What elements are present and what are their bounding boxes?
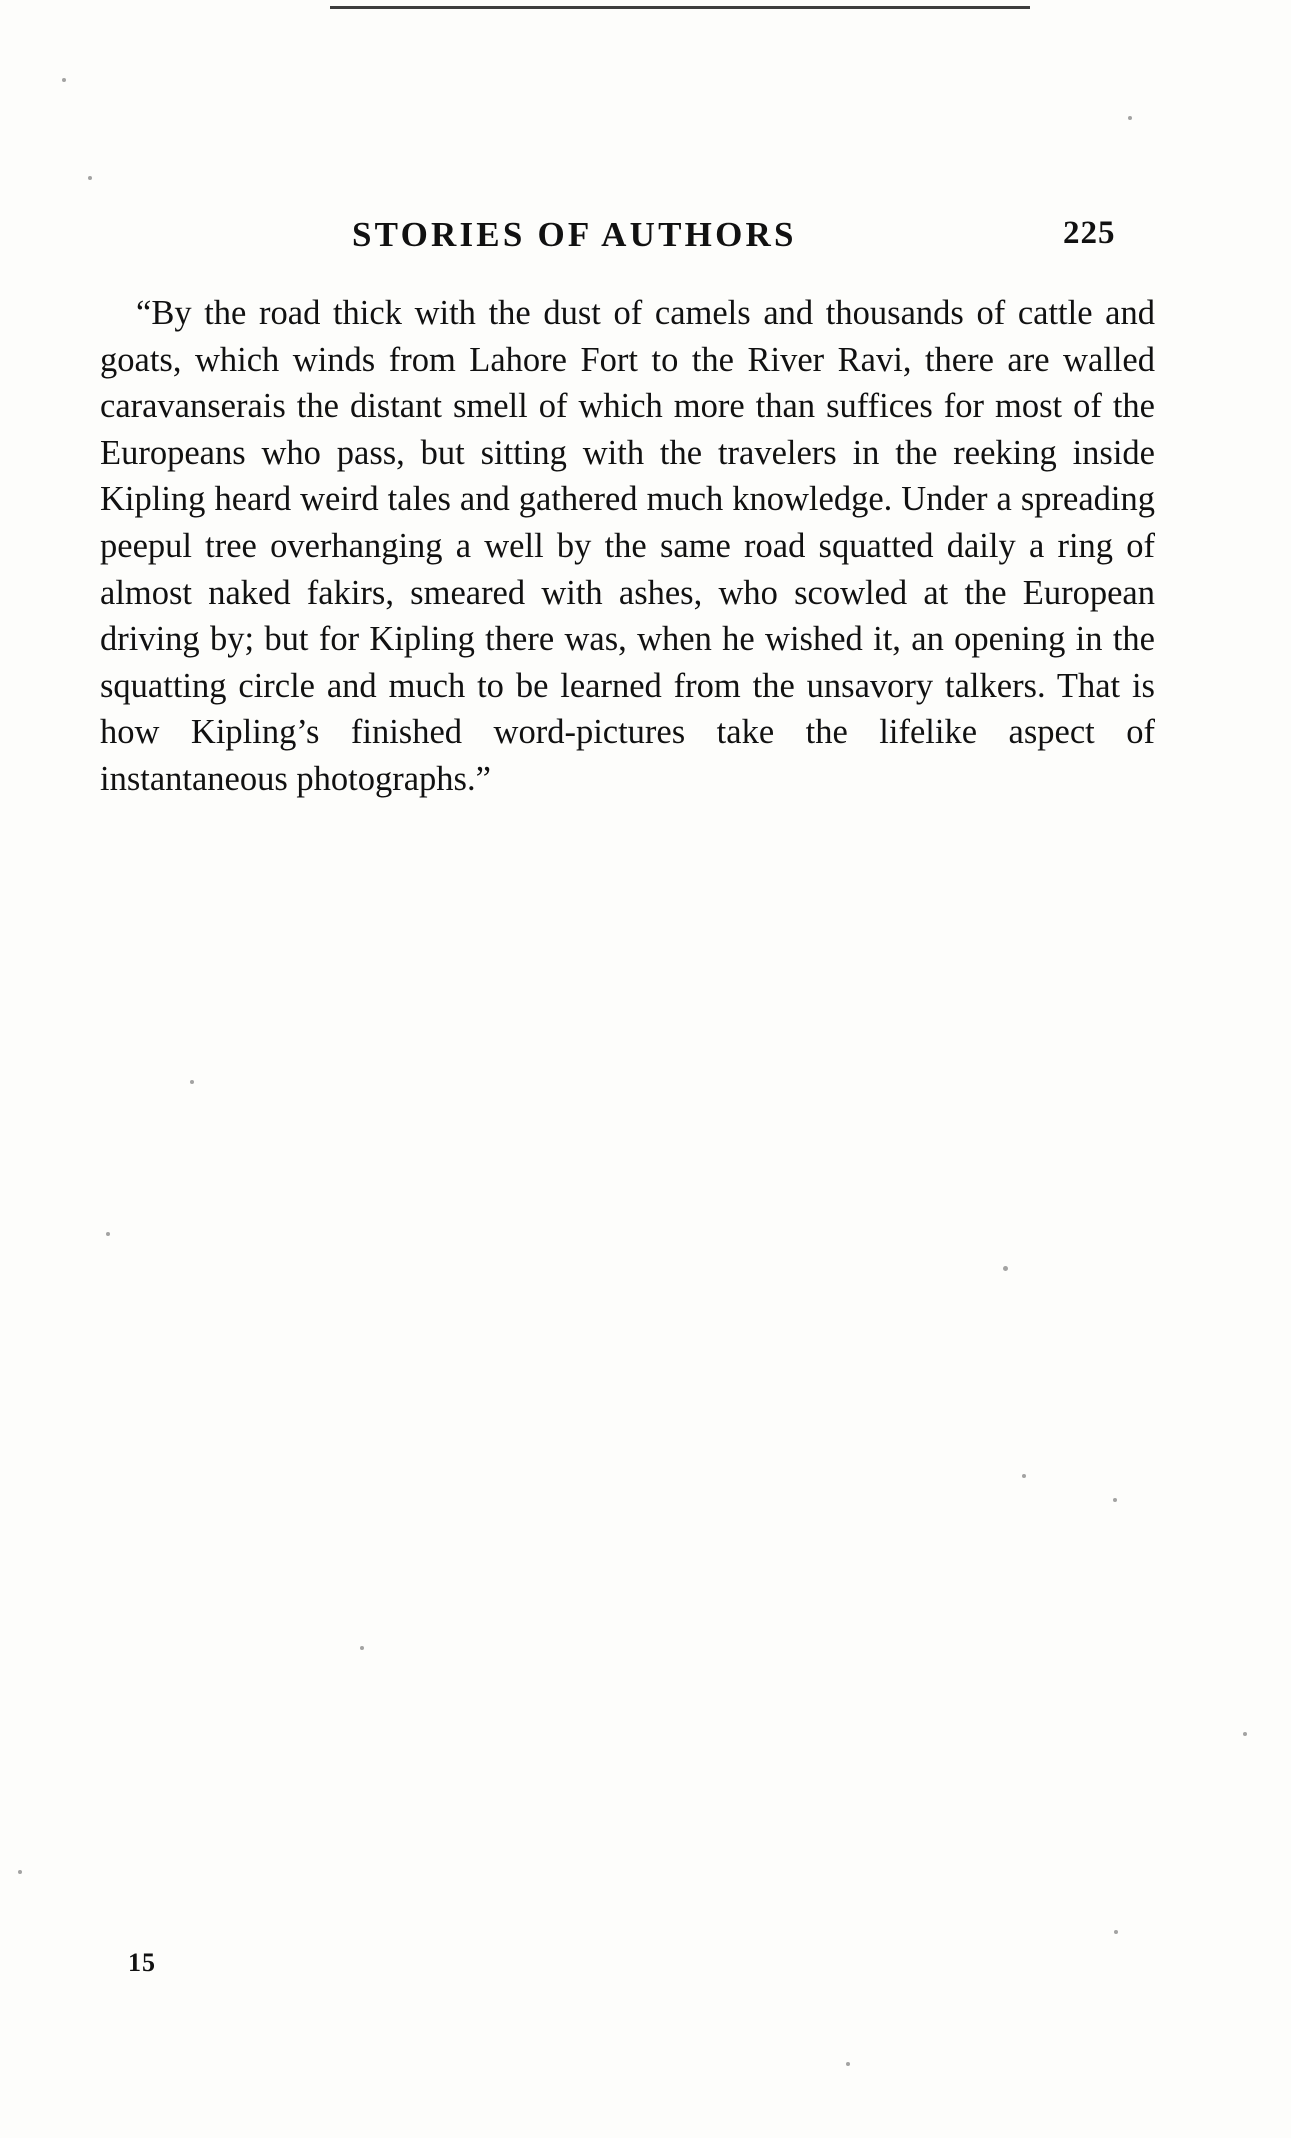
body-text	[100, 290, 1155, 803]
scan-speck-icon	[62, 78, 66, 82]
scan-speck-icon	[190, 1080, 194, 1084]
page-number: 225	[1063, 215, 1116, 251]
scan-speck-icon	[1003, 1266, 1008, 1271]
page-title: STORIES OF AUTHORS	[352, 215, 797, 254]
signature-mark: 15	[128, 1948, 156, 1977]
scan-speck-icon	[846, 2062, 850, 2066]
paragraph-text: “By the road thick with the dust of camels and thousands of cattle and goats, which winds from Lahore Fort to the River Ravi, there are walled caravanserais the distant smell of which more than suffices for most of the Europeans who pass, but sitting with the travelers in the reeking inside Kipling heard weird tales and gathered much knowledge. Under a spreading peepul tree overhanging a well by the same road squatted daily a ring of almost naked fakirs, smeared with ashes, who scowled at the European driving by; but for Kipling there was, when he wished it, an opening in the squatting circle and much to be learned from the unsavory talkers. That is how Kipling’s finished word-pictures take the lifelike aspect of instantaneous photographs.”	[100, 294, 1155, 798]
scan-speck-icon	[18, 1870, 22, 1874]
page-trim-line	[330, 6, 1030, 9]
scan-speck-icon	[1128, 116, 1132, 120]
scan-speck-icon	[1114, 1930, 1118, 1934]
scan-speck-icon	[88, 176, 92, 180]
scan-speck-icon	[1113, 1498, 1117, 1502]
paragraph	[100, 290, 1155, 803]
scan-speck-icon	[360, 1646, 364, 1650]
scan-speck-icon	[1243, 1732, 1247, 1736]
scan-speck-icon	[106, 1232, 110, 1236]
scan-speck-icon	[1022, 1474, 1026, 1478]
